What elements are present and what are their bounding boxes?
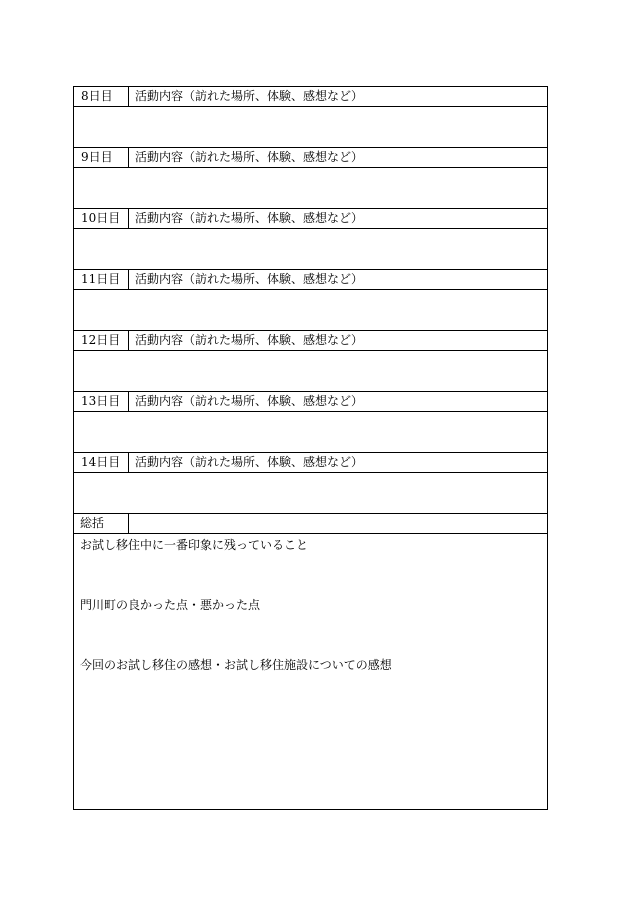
activity-label: 活動内容（訪れた場所、体験、感想など） (135, 394, 364, 408)
day-header-row (74, 148, 547, 168)
summary-label: 総括 (74, 514, 129, 533)
summary-prompt-overall-thoughts: 今回のお試し移住の感想・お試し移住施設についての感想 (80, 658, 392, 672)
day-label: 9日目 (74, 148, 129, 167)
summary-prompt-good-bad-points: 門川町の良かった点・悪かった点 (80, 598, 261, 612)
day-header-row (74, 392, 547, 412)
day-label: 13日目 (74, 392, 129, 411)
activity-label: 活動内容（訪れた場所、体験、感想など） (135, 211, 364, 225)
day-header-row (74, 270, 547, 290)
activity-label: 活動内容（訪れた場所、体験、感想など） (135, 455, 364, 469)
activity-label: 活動内容（訪れた場所、体験、感想など） (135, 272, 364, 286)
activity-entry-field[interactable] (74, 351, 547, 392)
activity-entry-field[interactable] (74, 290, 547, 331)
day-label: 11日目 (74, 270, 129, 289)
activity-entry-field[interactable] (74, 168, 547, 209)
activity-label: 活動内容（訪れた場所、体験、感想など） (135, 333, 364, 347)
day-header-row (74, 87, 547, 107)
day-header-row (74, 331, 547, 351)
activity-entry-field[interactable] (74, 412, 547, 453)
day-label: 14日目 (74, 453, 129, 472)
day-label: 12日目 (74, 331, 129, 350)
summary-prompt-impression: お試し移住中に一番印象に残っていること (80, 538, 309, 552)
day-label: 8日目 (74, 87, 129, 106)
day-header-row (74, 209, 547, 229)
activity-report-table (73, 86, 548, 810)
day-header-row (74, 453, 547, 473)
activity-entry-field[interactable] (74, 229, 547, 270)
summary-header-field[interactable] (129, 514, 547, 533)
day-label: 10日目 (74, 209, 129, 228)
activity-entry-field[interactable] (74, 107, 547, 148)
activity-label: 活動内容（訪れた場所、体験、感想など） (135, 150, 364, 164)
activity-label: 活動内容（訪れた場所、体験、感想など） (135, 89, 364, 103)
summary-header-row (74, 514, 547, 534)
summary-entry-field[interactable] (74, 534, 547, 809)
activity-entry-field[interactable] (74, 473, 547, 514)
